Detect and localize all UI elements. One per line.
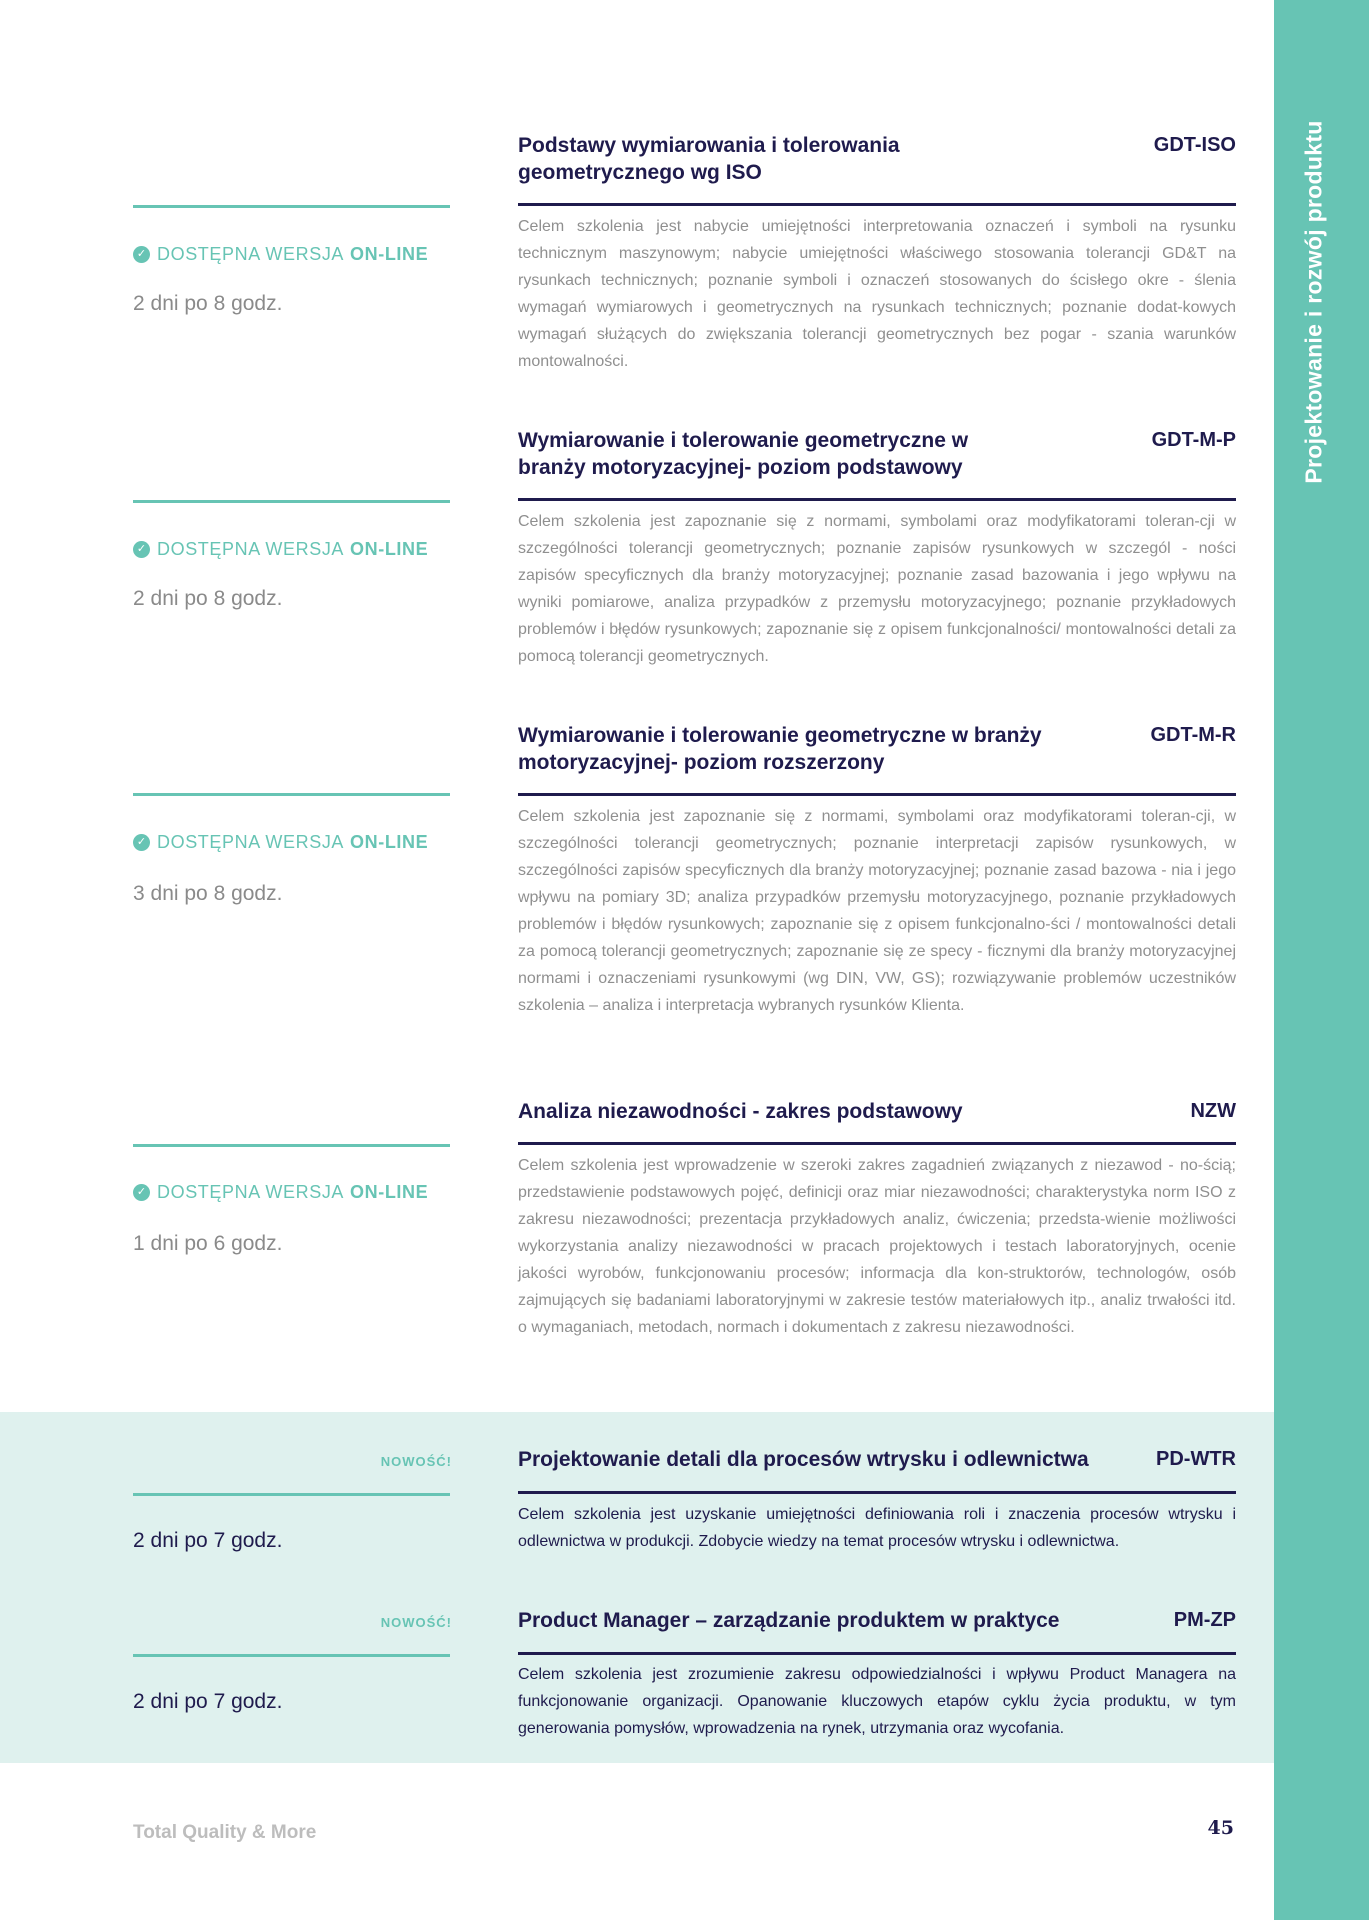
course-code: PM-ZP — [1173, 1609, 1236, 1631]
online-availability — [133, 832, 428, 853]
course-description: Celem szkolenia jest wprowadzenie w szeroki zakres zagadnień związanych z niezawod - no-ścią; przedstawienie podstawowych pojęć, definicji oraz miar niezawodności; charakterystyka norm ISO z zakresu niezawodności; prezentacja przykładowych analiz, ćwiczenia; przedsta-wienie możliwości wykorzystania analizy niezawodności w pracach projektowych i testach laboratoryjnych, ocenie jakości wyrobów, funkcjonowaniu procesów; informacja dla kon-struktorów, technologów, osób zajmujących się badaniami laboratoryjnymi w zakresie testów materiałowych itp., analiz trwałości itd. o wymaganiach, metodach, normach i dokumentach z zakresu niezawodności. — [518, 1157, 1236, 1336]
course-duration: 2 dni po 8 godz. — [133, 587, 283, 610]
course-title: Wymiarowanie i tolerowanie geometryczne w branży motoryzacyjnej- poziom rozszerzony — [518, 724, 1042, 774]
course-duration: 3 dni po 8 godz. — [133, 882, 283, 905]
online-availability — [133, 244, 428, 265]
check-circle-icon: ✓ — [133, 246, 150, 263]
online-label-highlight: ON-LINE — [350, 832, 429, 852]
course-title: Product Manager – zarządzanie produktem w praktyce — [518, 1609, 1060, 1632]
new-badge: NOWOŚĆ! — [380, 1454, 452, 1469]
check-circle-icon: ✓ — [133, 834, 150, 851]
title-divider — [518, 203, 1236, 206]
left-divider — [133, 205, 450, 208]
course-title: Analiza niezawodności - zakres podstawowy — [518, 1100, 963, 1123]
online-label-prefix: DOSTĘPNA WERSJA — [157, 539, 345, 559]
title-divider — [518, 793, 1236, 796]
left-divider — [133, 500, 450, 503]
left-divider — [133, 1144, 450, 1147]
course-description: Celem szkolenia jest uzyskanie umiejętności definiowania roli i znaczenia procesów wtrysku i odlewnictwa w produkcji. Zdobycie wiedzy na temat procesów wtrysku i odlewnictwa. — [518, 1506, 1236, 1550]
check-circle-icon: ✓ — [133, 541, 150, 558]
footer-brand: Total Quality & More — [133, 1822, 317, 1843]
left-divider — [133, 1493, 450, 1496]
course-title: Wymiarowanie i tolerowanie geometryczne w branży motoryzacyjnej- poziom podstawowy — [518, 429, 969, 479]
course-description: Celem szkolenia jest zapoznanie się z normami, symbolami oraz modyfikatorami toleran-cji, w szczególności tolerancji geometrycznych; poznanie interpretacji zapisów rysunkowych, w szczególności zapisów specyficznych dla branży motoryzacyjnej; poznanie zasad bazowa - nia i jego wpływu na pomiary 3D; analiza przypadków przemysłu motoryzacyjnego, poznanie przykładowych problemów i błędów rysunkowych; zapoznanie się z opisem funkcjonalno-ści / montowalności detali za pomocą tolerancji geometrycznych; zapoznanie się ze specy - ficznymi dla branży motoryzacyjnej normami i oznaczeniami rysunkowymi (wg DIN, VW, GS); rozwiązywanie problemów uczestników szkolenia – analiza i interpretacja wybranych rysunków Klienta. — [518, 808, 1236, 1014]
course-code: GDT-M-R — [1150, 724, 1236, 746]
course-duration: 2 dni po 7 godz. — [133, 1690, 283, 1713]
new-badge: NOWOŚĆ! — [380, 1615, 452, 1630]
course-description: Celem szkolenia jest nabycie umiejętności interpretowania oznaczeń i symboli na rysunku technicznym maszynowym; nabycie umiejętności właściwego stosowania tolerancji GD&T na rysunkach technicznych; poznanie symboli i oznaczeń stosowanych do ścisłego okre - ślenia wymagań wymiarowych i geometrycznych na rysunkach technicznych; poznanie dodat-kowych wymagań służących do zwiększania tolerancji geometrycznych bez pogar - szania warunków montowalności. — [518, 218, 1236, 370]
left-divider — [133, 1654, 450, 1657]
course-code: GDT-ISO — [1153, 134, 1236, 156]
course-title: Podstawy wymiarowania i tolerowania geometrycznego wg ISO — [518, 134, 900, 184]
left-divider — [133, 793, 450, 796]
title-divider — [518, 1142, 1236, 1145]
course-code: PD-WTR — [1156, 1448, 1236, 1470]
title-divider — [518, 498, 1236, 501]
course-title: Projektowanie detali dla procesów wtrysku i odlewnictwa — [518, 1448, 1089, 1471]
online-label-highlight: ON-LINE — [350, 539, 429, 559]
course-description: Celem szkolenia jest zapoznanie się z normami, symbolami oraz modyfikatorami toleran-cji w szczególności tolerancji geometrycznych; poznanie zapisów rysunkowych w szczegól - ności zapisów specyficznych dla branży motoryzacyjnej; poznanie zasad bazowania i jego wpływu na wyniki pomiarowe, analiza przypadków z przemysłu motoryzacyjnego; poznanie przykładowych problemów i błędów rysunkowych; zapoznanie się z opisem funkcjonalności/ montowalności detali za pomocą tolerancji geometrycznych. — [518, 513, 1236, 665]
page-number: 45 — [1207, 1817, 1234, 1839]
course-duration: 2 dni po 8 godz. — [133, 292, 283, 315]
course-code: GDT-M-P — [1151, 429, 1236, 451]
course-duration: 1 dni po 6 godz. — [133, 1232, 283, 1255]
sidebar-title: Projektowanie i rozwój produktu — [1300, 120, 1327, 484]
title-divider — [518, 1652, 1236, 1655]
online-label-prefix: DOSTĘPNA WERSJA — [157, 832, 345, 852]
check-circle-icon: ✓ — [133, 1184, 150, 1201]
title-divider — [518, 1491, 1236, 1494]
online-label-prefix: DOSTĘPNA WERSJA — [157, 1182, 345, 1202]
course-duration: 2 dni po 7 godz. — [133, 1529, 283, 1552]
course-description: Celem szkolenia jest zrozumienie zakresu odpowiedzialności i wpływu Product Managera na funkcjonowanie organizacji. Opanowanie kluczowych etapów cyklu życia produktu, w tym generowania pomysłów, wprowadzenia na rynek, utrzymania oraz wycofania. — [518, 1666, 1236, 1737]
online-availability — [133, 539, 428, 560]
online-label-highlight: ON-LINE — [350, 1182, 429, 1202]
online-label-prefix: DOSTĘPNA WERSJA — [157, 244, 345, 264]
online-label-highlight: ON-LINE — [350, 244, 429, 264]
course-code: NZW — [1190, 1100, 1236, 1122]
online-availability — [133, 1182, 428, 1203]
